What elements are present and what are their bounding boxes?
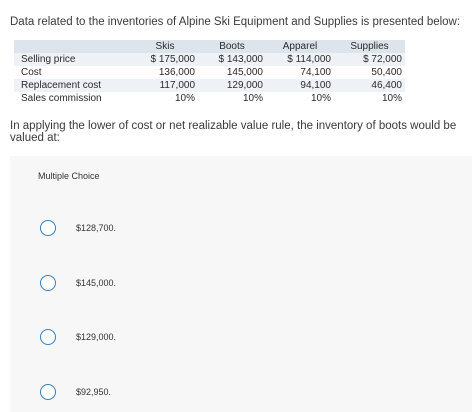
table-cell: $ 114,000 xyxy=(266,53,334,66)
table-cell: 10% xyxy=(310,93,331,104)
table-cell: 10% xyxy=(174,93,195,104)
choice-option-4[interactable] xyxy=(40,381,240,403)
column-header-apparel: Apparel xyxy=(266,40,334,53)
choice-option-2[interactable] xyxy=(40,272,240,294)
table-cell: 94,100 xyxy=(266,79,334,92)
multiple-choice-panel xyxy=(10,156,472,412)
table-header-blank xyxy=(14,40,132,53)
row-label: Sales commission xyxy=(21,93,102,104)
radio-button[interactable] xyxy=(40,275,56,291)
radio-button[interactable] xyxy=(40,329,56,345)
radio-button[interactable] xyxy=(40,220,56,236)
inventory-table xyxy=(14,40,405,105)
table-row-sales-commission xyxy=(14,92,405,105)
row-label: Selling price xyxy=(14,53,132,66)
table-cell: 136,000 xyxy=(158,67,195,78)
table-header-row xyxy=(14,40,405,53)
row-label: Replacement cost xyxy=(14,79,132,92)
table-cell: 10% xyxy=(381,93,402,104)
table-cell: $ 143,000 xyxy=(198,53,266,66)
radio-button[interactable] xyxy=(40,384,56,400)
choice-option-3[interactable] xyxy=(40,326,240,348)
table-cell: 74,100 xyxy=(300,67,331,78)
column-header-boots: Boots xyxy=(198,40,266,53)
question-text: In applying the lower of cost or net realizable value rule, the inventory of boots would be valued at: xyxy=(10,120,457,144)
multiple-choice-header: Multiple Choice xyxy=(38,171,100,181)
table-cell: $ 72,000 xyxy=(334,53,405,66)
table-row-cost xyxy=(14,66,405,79)
choice-label: $129,000. xyxy=(76,332,117,342)
table-cell: $ 175,000 xyxy=(132,53,198,66)
table-cell: 129,000 xyxy=(198,79,266,92)
table-cell: 145,000 xyxy=(226,67,263,78)
table-cell: 117,000 xyxy=(132,79,198,92)
column-header-skis: Skis xyxy=(132,40,198,53)
choice-option-1[interactable] xyxy=(40,217,240,239)
choice-label: $128,700. xyxy=(76,223,117,233)
row-label: Cost xyxy=(21,67,42,78)
table-cell: 10% xyxy=(242,93,263,104)
table-cell: 50,400 xyxy=(371,67,402,78)
intro-text: Data related to the inventories of Alpine Ski Equipment and Supplies is presented below: xyxy=(10,16,461,28)
column-header-supplies: Supplies xyxy=(334,40,405,53)
table-row-replacement-cost xyxy=(14,79,405,92)
choice-label: $145,000. xyxy=(76,278,117,288)
table-row-selling-price xyxy=(14,53,405,66)
table-cell: 46,400 xyxy=(334,79,405,92)
choice-label: $92,950. xyxy=(76,387,112,397)
